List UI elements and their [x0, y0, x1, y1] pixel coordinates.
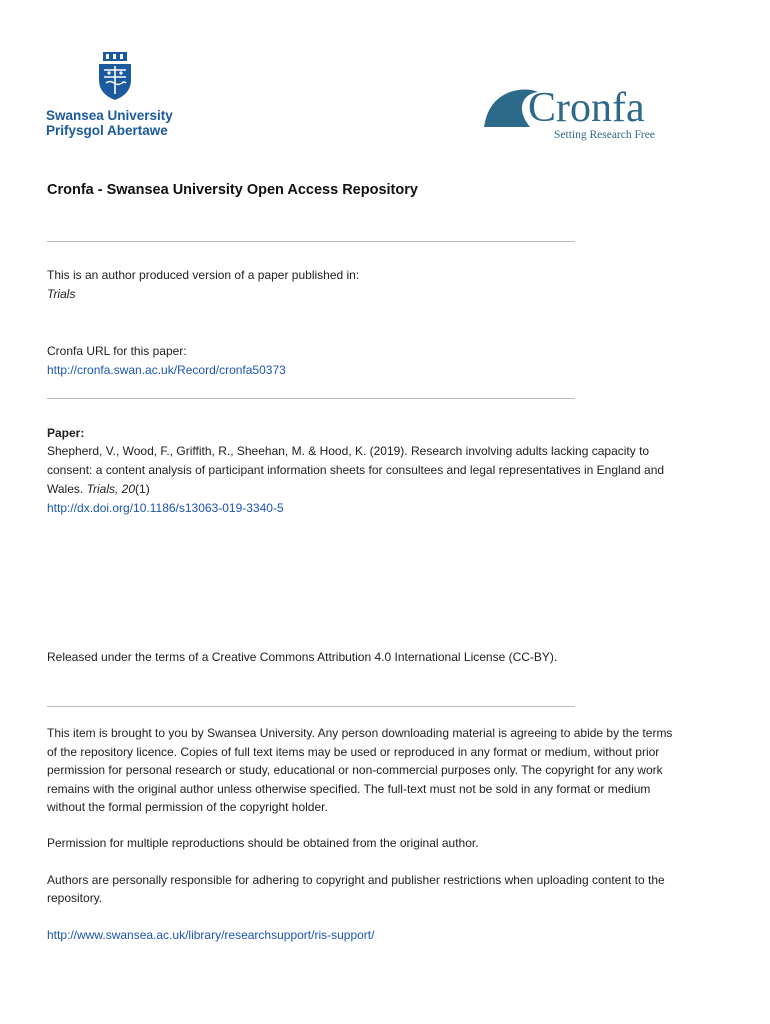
cronfa-record-link[interactable]: http://cronfa.swan.ac.uk/Record/cronfa50373 [47, 363, 286, 377]
divider [47, 706, 575, 707]
cronfa-wordmark: Cronfa [528, 85, 645, 131]
terms-line: of the repository licence. Copies of full text items may be used or reproduced in any format or medium, without prior [47, 745, 660, 759]
paper-heading: Paper: [47, 426, 85, 440]
university-name-welsh: Prifysgol Abertawe [46, 123, 168, 138]
ris-support-link[interactable]: http://www.swansea.ac.uk/library/researchsupport/ris-support/ [47, 928, 375, 942]
license-text: Released under the terms of a Creative Commons Attribution 4.0 International License (CC-BY). [47, 650, 558, 664]
divider [47, 398, 575, 399]
cronfa-tagline: Setting Research Free [554, 129, 655, 141]
page-title: Cronfa - Swansea University Open Access Repository [47, 182, 418, 198]
citation-journal: Trials, 20 [86, 482, 136, 496]
responsibility-line: repository. [47, 891, 103, 905]
university-name: Swansea University [46, 108, 173, 123]
cronfa-url-label: Cronfa URL for this paper: [47, 344, 187, 358]
terms-line: permission for personal research or study, educational or non-commercial purposes only. The copyright for any work [47, 763, 663, 777]
permission-text: Permission for multiple reproductions should be obtained from the original author. [47, 836, 479, 850]
terms-line: This item is brought to you by Swansea University. Any person downloading material is agreeing to abide by the terms [47, 726, 673, 740]
citation-prefix: Wales. [47, 482, 87, 496]
cronfa-logo [482, 84, 682, 146]
citation-issue: (1) [135, 482, 150, 496]
published-intro: This is an author produced version of a paper published in: [47, 268, 360, 282]
responsibility-line: Authors are personally responsible for adhering to copyright and publisher restrictions when uploading content to the [47, 873, 665, 887]
terms-line: remains with the original author unless otherwise specified. The full-text must not be sold in any format or medium [47, 782, 651, 796]
divider [47, 241, 575, 242]
citation-line: consent: a content analysis of participant information sheets for consultees and legal representatives in England and [47, 463, 665, 477]
journal-name: Trials [47, 287, 76, 301]
citation-line [47, 480, 150, 499]
university-crest-icon [93, 50, 137, 102]
terms-line: without the formal permission of the copyright holder. [47, 800, 328, 814]
doi-link[interactable]: http://dx.doi.org/10.1186/s13063-019-3340-5 [47, 501, 284, 515]
citation-line: Shepherd, V., Wood, F., Griffith, R., Sheehan, M. & Hood, K. (2019). Research involving adults lacking capacity to [47, 444, 650, 458]
